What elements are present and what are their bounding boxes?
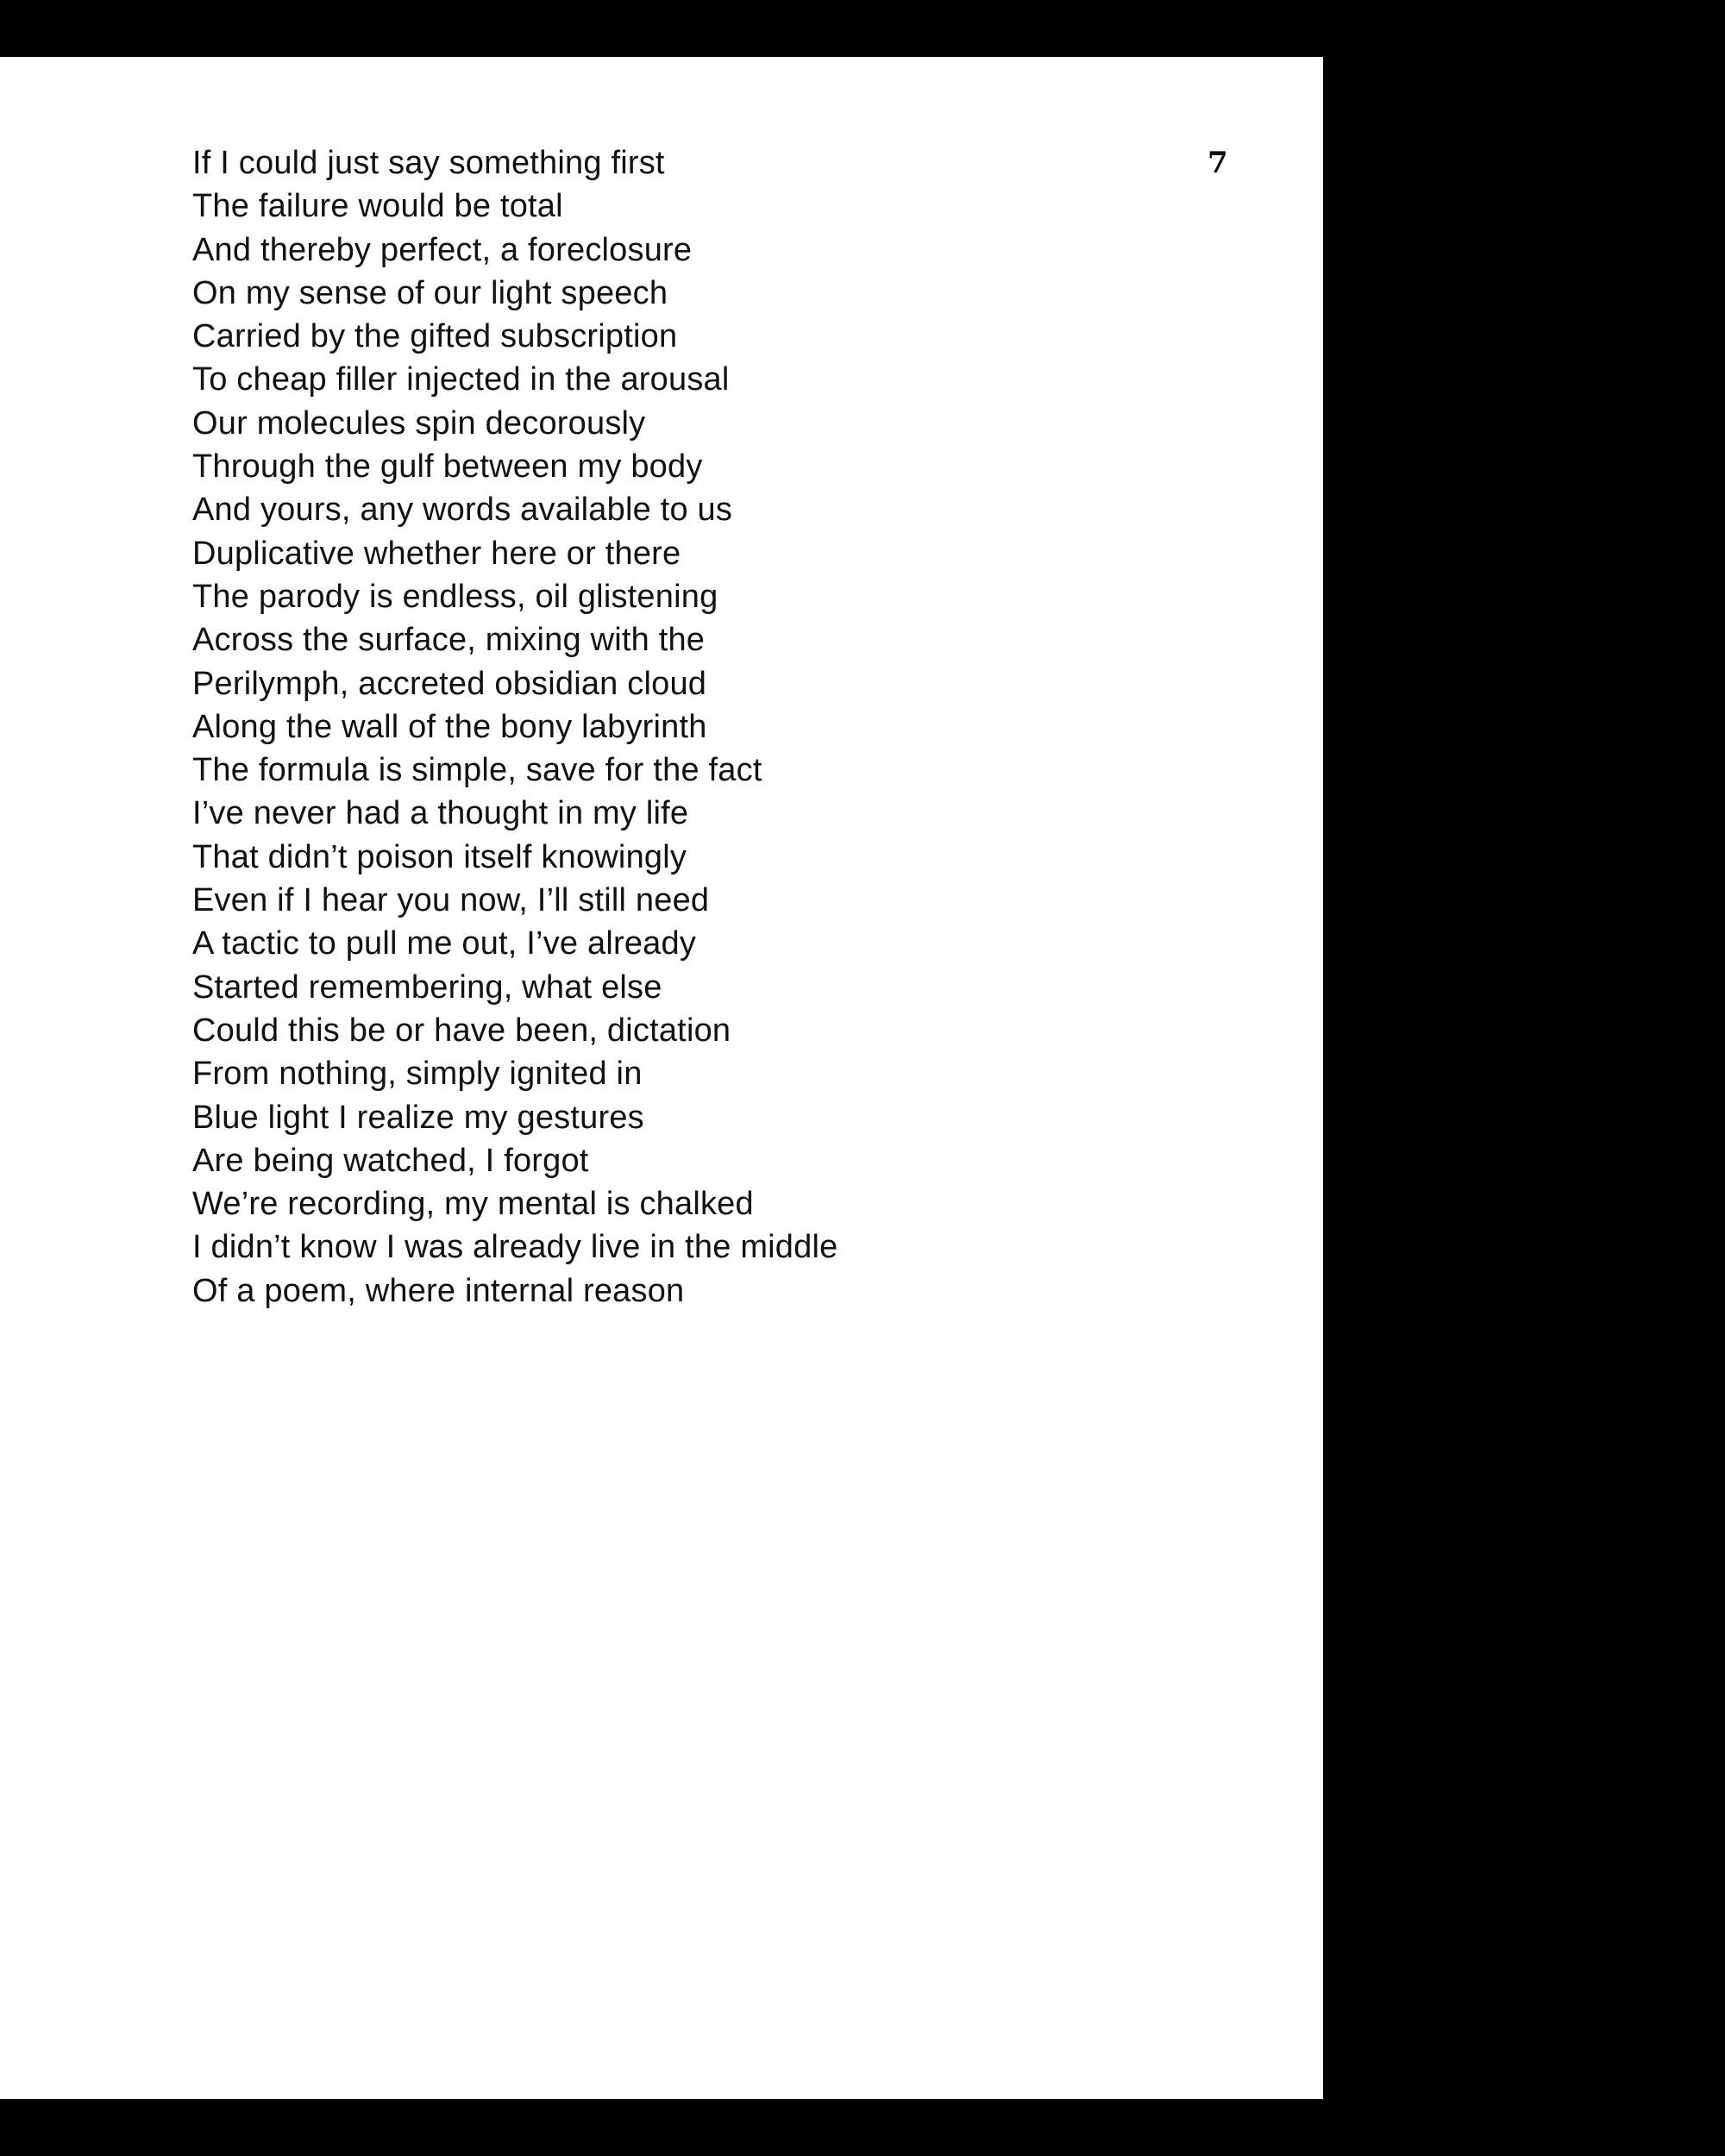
poem-line: The parody is endless, oil glistening	[192, 578, 718, 615]
poem-line: If I could just say something first	[192, 145, 665, 181]
poem-line: I’ve never had a thought in my life	[192, 795, 689, 832]
document-page	[0, 57, 1323, 2099]
poem-body	[192, 141, 837, 1313]
poem-line: Started remembering, what else	[192, 968, 662, 1006]
poem-line: A tactic to pull me out, I’ve already	[192, 925, 697, 962]
poem-line: Perilymph, accreted obsidian cloud	[192, 665, 707, 702]
poem-line: We’re recording, my mental is chalked	[192, 1186, 754, 1223]
poem-line: Are being watched, I forgot	[192, 1142, 589, 1179]
poem-line: To cheap filler injected in the arousal	[192, 361, 730, 398]
poem-line: And thereby perfect, a foreclosure	[192, 231, 693, 268]
poem-line: On my sense of our light speech	[192, 274, 668, 311]
poem-line: Of a poem, where internal reason	[192, 1272, 685, 1309]
poem-line: Across the surface, mixing with the	[192, 622, 706, 659]
poem-line: Duplicative whether here or there	[192, 535, 681, 572]
poem-line: That didn’t poison itself knowingly	[192, 838, 687, 875]
poem-line: I didn’t know I was already live in the middle	[192, 1229, 838, 1266]
poem-line: The formula is simple, save for the fact	[192, 752, 762, 789]
poem-line: Our molecules spin decorously	[192, 404, 646, 442]
poem-line: Carried by the gifted subscription	[192, 318, 678, 355]
poem-line: The failure would be total	[192, 188, 563, 225]
poem-line: Blue light I realize my gestures	[192, 1099, 644, 1136]
poem-line: Even if I hear you now, I’ll still need	[192, 882, 710, 919]
poem-line: And yours, any words available to us	[192, 492, 733, 529]
poem-line: Along the wall of the bony labyrinth	[192, 708, 707, 745]
poem-line: Could this be or have been, dictation	[192, 1012, 731, 1049]
poem-line: From nothing, simply ignited in	[192, 1056, 643, 1093]
poem-line: Through the gulf between my body	[192, 448, 703, 486]
page-number: 7	[1208, 146, 1228, 180]
